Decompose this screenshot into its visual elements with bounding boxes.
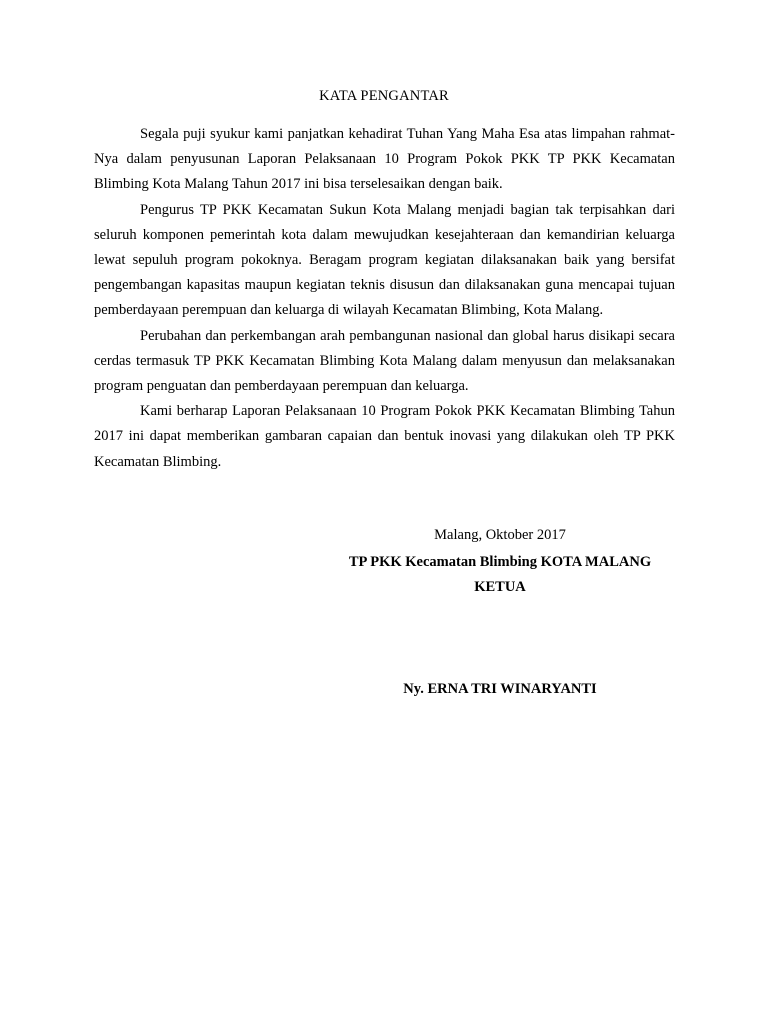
body-text xyxy=(94,122,675,475)
signature-organization: TP PKK Kecamatan Blimbing KOTA MALANG xyxy=(348,554,652,570)
paragraph-2: Pengurus TP PKK Kecamatan Sukun Kota Malang menjadi bagian tak terpisahkan dari seluruh komponen pemerintah kota dalam mewujudkan kesejahteraan dan kemandirian keluarga lewat sepuluh program pokoknya. Beragam program kegiatan dilaksanakan baik yang bersifat pengembangan kapasitas maupun kegiatan teknis disusun dan dilaksanakan guna mencapai tujuan pemberdayaan perempuan dan keluarga di wilayah Kecamatan Blimbing, Kota Malang. xyxy=(94,201,675,319)
paragraph-4: Kami berharap Laporan Pelaksanaan 10 Program Pokok PKK Kecamatan Blimbing Tahun 2017 ini dapat memberikan gambaran capaian dan bentuk inovasi yang dilakukan oleh TP PKK Kecamatan Blimbing. xyxy=(94,403,675,470)
signature-name: Ny. ERNA TRI WINARYANTI xyxy=(403,681,597,697)
paragraph-3: Perubahan dan perkembangan arah pembangunan nasional dan global harus disikapi secara cerdas termasuk TP PKK Kecamatan Blimbing Kota Malang dalam menyusun dan melaksanakan program penguatan dan pemberdayaan perempuan dan keluarga. xyxy=(94,327,675,395)
signature-role: KETUA xyxy=(474,579,526,595)
paragraph-1: Segala puji syukur kami panjatkan kehadirat Tuhan Yang Maha Esa atas limpahan rahmat-Nya dalam penyusunan Laporan Pelaksanaan 10 Program Pokok PKK TP PKK Kecamatan Blimbing Kota Malang Tahun 2017 ini bisa terselesaikan dengan baik. xyxy=(94,126,675,193)
page-title: KATA PENGANTAR xyxy=(319,88,449,104)
signature-place-date: Malang, Oktober 2017 xyxy=(434,527,566,543)
